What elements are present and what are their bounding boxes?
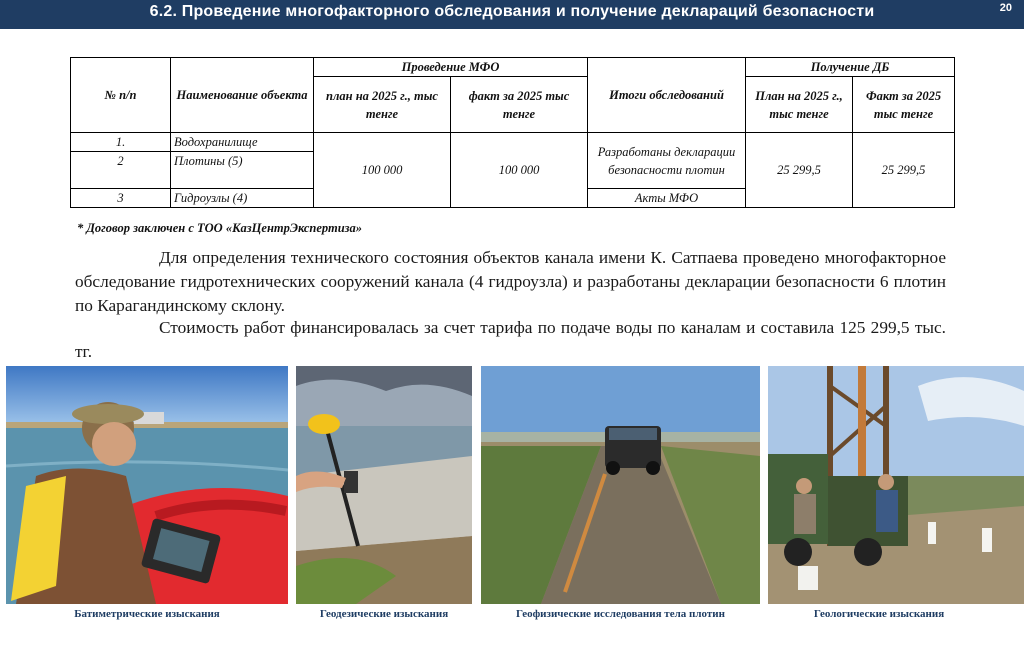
slide-header — [0, 0, 1024, 29]
photo-geophysical — [481, 366, 760, 604]
page-number: 20 — [999, 2, 1012, 14]
mfo-fact-value: 100 000 — [451, 133, 588, 208]
header-db-fact: Факт за 2025 тыс тенге — [853, 77, 955, 133]
header-group-mfo: Проведение МФО — [314, 58, 588, 77]
row-num: 1. — [71, 133, 171, 152]
header-num: № п/п — [71, 58, 171, 133]
slide-title: 6.2. Проведение многофакторного обследования и получение деклараций безопасности — [149, 3, 875, 20]
photo-geological — [768, 366, 1024, 604]
row-num: 3 — [71, 189, 171, 208]
db-plan-value: 25 299,5 — [746, 133, 853, 208]
row-object-name: Гидроузлы (4) — [171, 189, 314, 208]
header-results: Итоги обследований — [588, 58, 746, 133]
caption-geological: Геологические изыскания — [813, 608, 945, 620]
header-object-name: Наименование объекта — [171, 58, 314, 133]
mfo-plan-value: 100 000 — [314, 133, 451, 208]
result-acts: Акты МФО — [588, 189, 746, 208]
row-num: 2 — [71, 152, 171, 189]
row-object-name: Водохранилище — [171, 133, 314, 152]
header-mfo-fact: факт за 2025 тыс тенге — [451, 77, 588, 133]
header-group-db: Получение ДБ — [746, 58, 955, 77]
mfo-table — [70, 57, 955, 208]
row-object-name: Плотины (5) — [171, 152, 314, 189]
contract-note: * Договор заключен с ТОО «КазЦентрЭкспертиза» — [77, 221, 363, 235]
paragraph-technical-state — [75, 246, 946, 318]
result-declarations: Разработаны декларации безопасности плотин — [588, 133, 746, 189]
caption-bathymetric: Батиметрические изыскания — [74, 608, 220, 620]
header-db-plan: План на 2025 г., тыс тенге — [746, 77, 853, 133]
photo-geodetic — [296, 366, 472, 604]
caption-geophysical: Геофизические исследования тела плотин — [516, 608, 725, 620]
photo-bathymetric — [6, 366, 288, 604]
paragraph-text: Для определения технического состояния объектов канала имени К. Сатпаева проведено многофакторное обследование гидротехнических сооружений канала (4 гидроузла) и разработаны декларации безопасности 6 плотин по Карагандинскому склону. — [75, 248, 946, 315]
header-mfo-plan: план на 2025 г., тыс тенге — [314, 77, 451, 133]
paragraph-funding — [75, 316, 946, 364]
table-row — [71, 133, 955, 152]
db-fact-value: 25 299,5 — [853, 133, 955, 208]
paragraph-text: Стоимость работ финансировалась за счет тарифа по подаче воды по каналам и составила 125 299,5 тыс. тг. — [75, 318, 946, 361]
caption-geodetic: Геодезические изыскания — [319, 608, 449, 620]
